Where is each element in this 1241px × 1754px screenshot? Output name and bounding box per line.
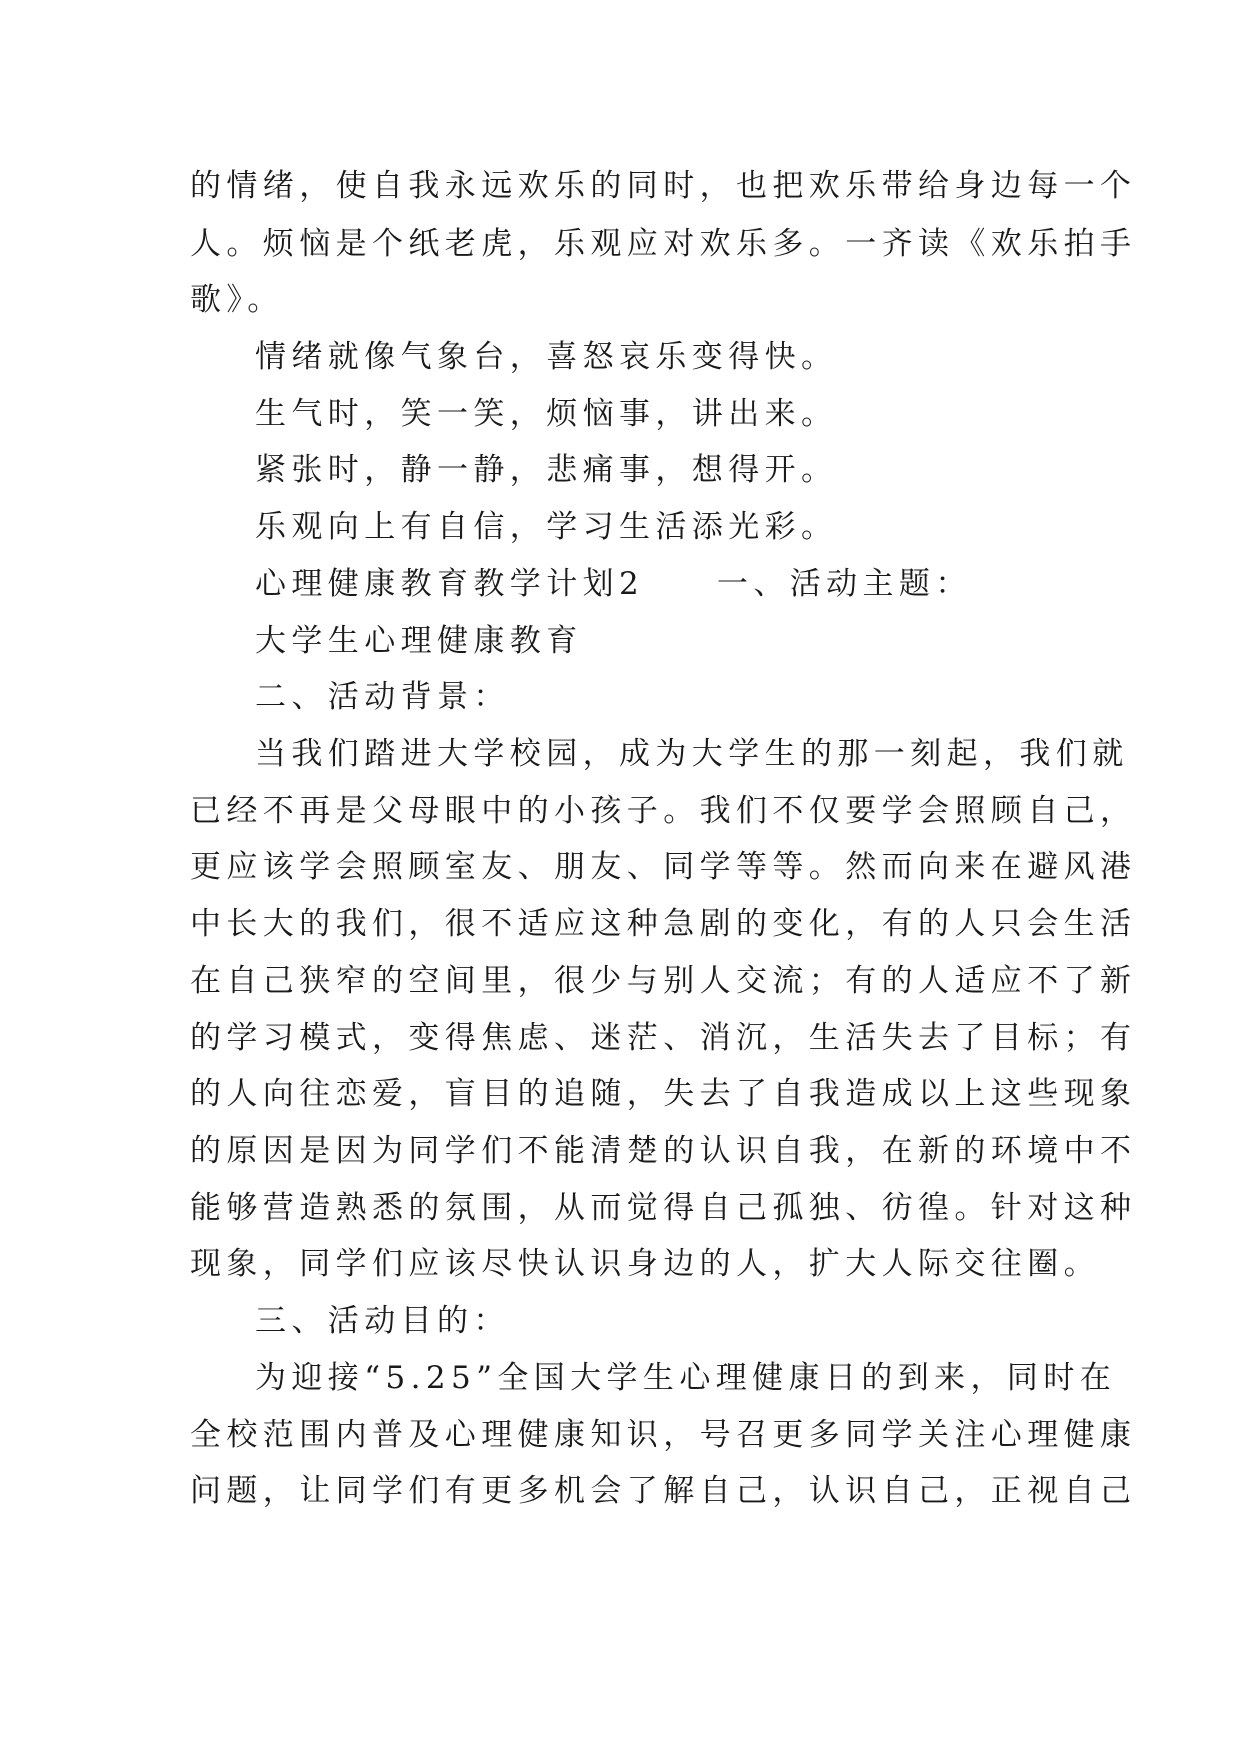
poem-line: 生气时，笑一笑，烦恼事，讲出来。: [255, 396, 838, 432]
section-heading: 心理健康教育教学计划2 一、活动主题：: [255, 566, 972, 602]
paragraph-line: 问题，让同学们有更多机会了解自己，认识自己，正视自己: [190, 1473, 1137, 1509]
paragraph-line: 歌》。: [190, 282, 284, 318]
poem-line: 紧张时，静一静，悲痛事，想得开。: [255, 452, 838, 488]
section-heading: 二、活动背景：: [255, 679, 510, 715]
paragraph-line: 全校范围内普及心理健康知识，号召更多同学关注心理健康: [190, 1417, 1137, 1453]
paragraph-line: 更应该学会照顾室友、朋友、同学等等。然而向来在避风港: [190, 849, 1137, 885]
paragraph-line: 能够营造熟悉的氛围，从而觉得自己孤独、彷徨。针对这种: [190, 1190, 1137, 1226]
paragraph-line: 的原因是因为同学们不能清楚的认识自我，在新的环境中不: [190, 1133, 1137, 1169]
poem-line: 情绪就像气象台，喜怒哀乐变得快。: [255, 339, 838, 375]
paragraph-line: 已经不再是父母眼中的小孩子。我们不仅要学会照顾自己，: [190, 793, 1137, 829]
paragraph-line: 在自己狭窄的空间里，很少与别人交流；有的人适应不了新: [190, 963, 1137, 999]
paragraph-line: 的人向往恋爱，盲目的追随，失去了自我造成以上这些现象: [190, 1076, 1137, 1112]
paragraph-line: 的学习模式，变得焦虑、迷茫、消沉，生活失去了目标；有: [190, 1020, 1137, 1056]
paragraph-line: 当我们踏进大学校园，成为大学生的那一刻起，我们就: [255, 736, 1129, 772]
section-heading: 三、活动目的：: [255, 1303, 510, 1339]
poem-line: 乐观向上有自信，学习生活添光彩。: [255, 509, 838, 545]
paragraph-line: 现象，同学们应该尽快认识身边的人，扩大人际交往圈。: [190, 1246, 1100, 1282]
paragraph-line: 的情绪，使自我永远欢乐的同时，也把欢乐带给身边每一个: [190, 168, 1137, 204]
paragraph-line: 人。烦恼是个纸老虎，乐观应对欢乐多。一齐读《欢乐拍手: [190, 226, 1137, 262]
paragraph-line: 中长大的我们，很不适应这种急剧的变化，有的人只会生活: [190, 906, 1137, 942]
paragraph-line: 为迎接“5.25”全国大学生心理健康日的到来，同时在: [255, 1360, 1117, 1396]
activity-theme: 大学生心理健康教育: [255, 623, 583, 659]
